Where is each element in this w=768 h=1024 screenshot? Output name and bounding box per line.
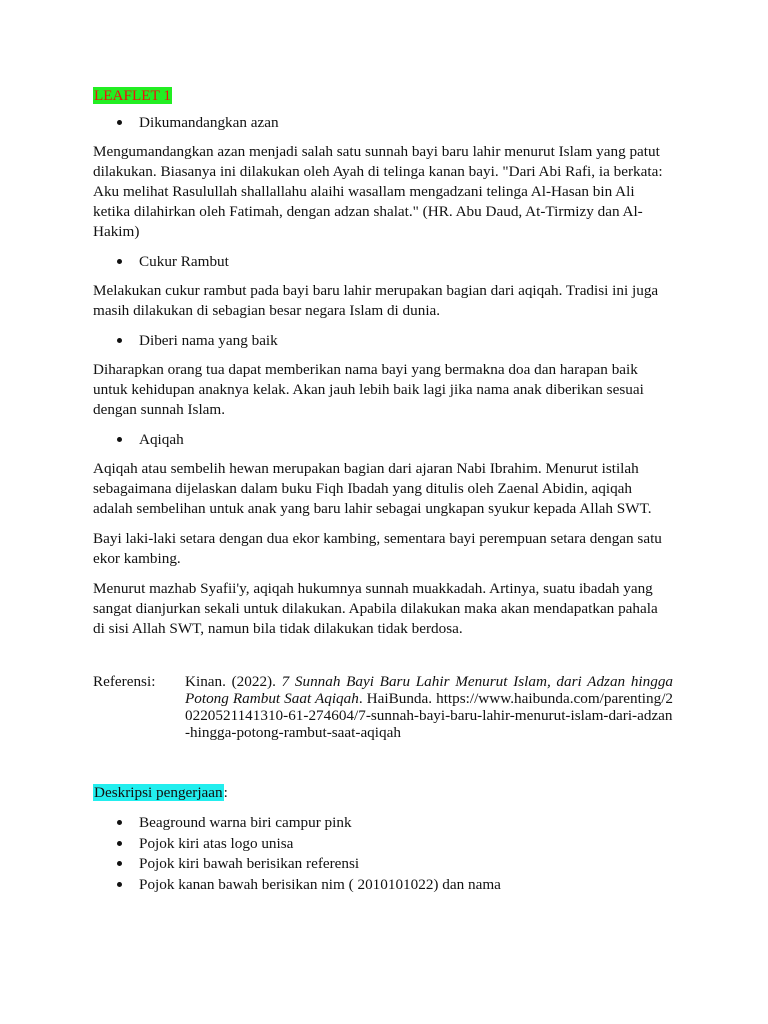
bullet-icon [117, 820, 122, 825]
section-bullet-list [93, 113, 673, 133]
leaflet-label: LEAFLET 1 [94, 87, 171, 104]
bullet-icon [117, 338, 122, 343]
bullet-icon [117, 841, 122, 846]
list-item [93, 834, 673, 855]
section-bullet-label: Cukur Rambut [139, 253, 229, 270]
reference-publisher: HaiBunda. [366, 690, 433, 707]
list-item [93, 854, 673, 875]
section-bullet-list [93, 331, 673, 351]
description-item-text: Pojok kanan bawah berisikan nim ( 2010101022) dan nama [139, 875, 501, 893]
section-paragraph: Diharapkan orang tua dapat memberikan nama bayi yang bermakna doa dan harapan baik untuk kehidupan anaknya kelak. Akan jauh lebih baik lagi jika nama anak diberikan sesuai dengan sunnah Islam. [93, 361, 644, 418]
section-paragraph: Mengumandangkan azan menjadi salah satu sunnah bayi baru lahir menurut Islam yang patut dilakukan. Biasanya ini dilakukan oleh Ayah di telinga kanan bayi. "Dari Abi Rafi, ia berkata: Aku melihat Rasulullah shallallahu alaihi wasallam mengadzani telinga Al-Hasan bin Ali ketika dilahirkan oleh Fatimah, dengan adzan shalat." (HR. Abu Daud, At-Tirmizy dan Al-Hakim) [93, 143, 663, 240]
section-bullet-aqiqah [93, 430, 673, 450]
reference-title: 7 Sunnah Bayi Baru Lahir Menurut Islam, dari Adzan hingga Potong Rambut Saat Aqiqah [185, 673, 674, 707]
bullet-icon [117, 259, 122, 264]
bullet-icon [117, 437, 122, 442]
leaflet-heading [93, 86, 673, 106]
description-item-text: Pojok kiri atas logo unisa [139, 834, 294, 852]
description-item-text: Pojok kiri bawah berisikan referensi [139, 855, 360, 872]
reference-title-end: . [358, 690, 363, 707]
list-item [93, 875, 673, 896]
reference-body [185, 673, 673, 741]
section-bullet-list [93, 430, 673, 450]
bullet-icon [117, 882, 122, 887]
reference-label: Referensi: [93, 673, 156, 690]
bullet-icon [117, 120, 122, 125]
description-list [93, 813, 673, 895]
section-bullet-cukur-rambut [93, 252, 673, 272]
description-heading-suffix: : [223, 784, 228, 801]
description-item-text: Beaground warna biri campur pink [139, 814, 352, 831]
section-bullet-nama [93, 331, 673, 351]
document-page [93, 86, 673, 895]
reference-author-year: Kinan. (2022). [185, 673, 276, 690]
section-bullet-list [93, 252, 673, 272]
list-item [93, 813, 673, 834]
description-heading-label: Deskripsi pengerjaan [94, 784, 223, 801]
reference-url[interactable]: https://www.haibunda.com/parenting/20220521141310-61-274604/7-sunnah-bayi-baru-lahir-menurut-islam-dari-adzan-hingga-potong-rambut-saat-aqiqah [185, 690, 674, 741]
section-bullet-label: Diberi nama yang baik [139, 332, 278, 349]
section-paragraph: Bayi laki-laki setara dengan dua ekor kambing, sementara bayi perempuan setara dengan satu ekor kambing. [93, 530, 662, 567]
section-bullet-label: Dikumandangkan azan [139, 114, 279, 131]
bullet-icon [117, 861, 122, 866]
section-paragraph: Melakukan cukur rambut pada bayi baru lahir merupakan bagian dari aqiqah. Tradisi ini juga masih dilakukan di sebagian besar negara Islam di dunia. [93, 282, 659, 319]
reference-block [93, 673, 673, 741]
section-paragraph: Menurut mazhab Syafii'y, aqiqah hukumnya sunnah muakkadah. Artinya, suatu ibadah yang sangat dianjurkan sekali untuk dilakukan. Apabila dilakukan maka akan mendapatkan pahala di sisi Allah SWT, namun bila tidak dilakukan tidak berdosa. [93, 580, 658, 637]
description-heading [93, 783, 673, 803]
section-bullet-azan [93, 113, 673, 133]
section-paragraph: Aqiqah atau sembelih hewan merupakan bagian dari ajaran Nabi Ibrahim. Menurut istilah sebagaimana dijelaskan dalam buku Fiqh Ibadah yang ditulis oleh Zaenal Abidin, aqiqah adalah sembelihan untuk anak yang baru lahir sebagai ungkapan syukur kepada Allah SWT. [93, 460, 652, 517]
section-bullet-label: Aqiqah [139, 431, 184, 448]
